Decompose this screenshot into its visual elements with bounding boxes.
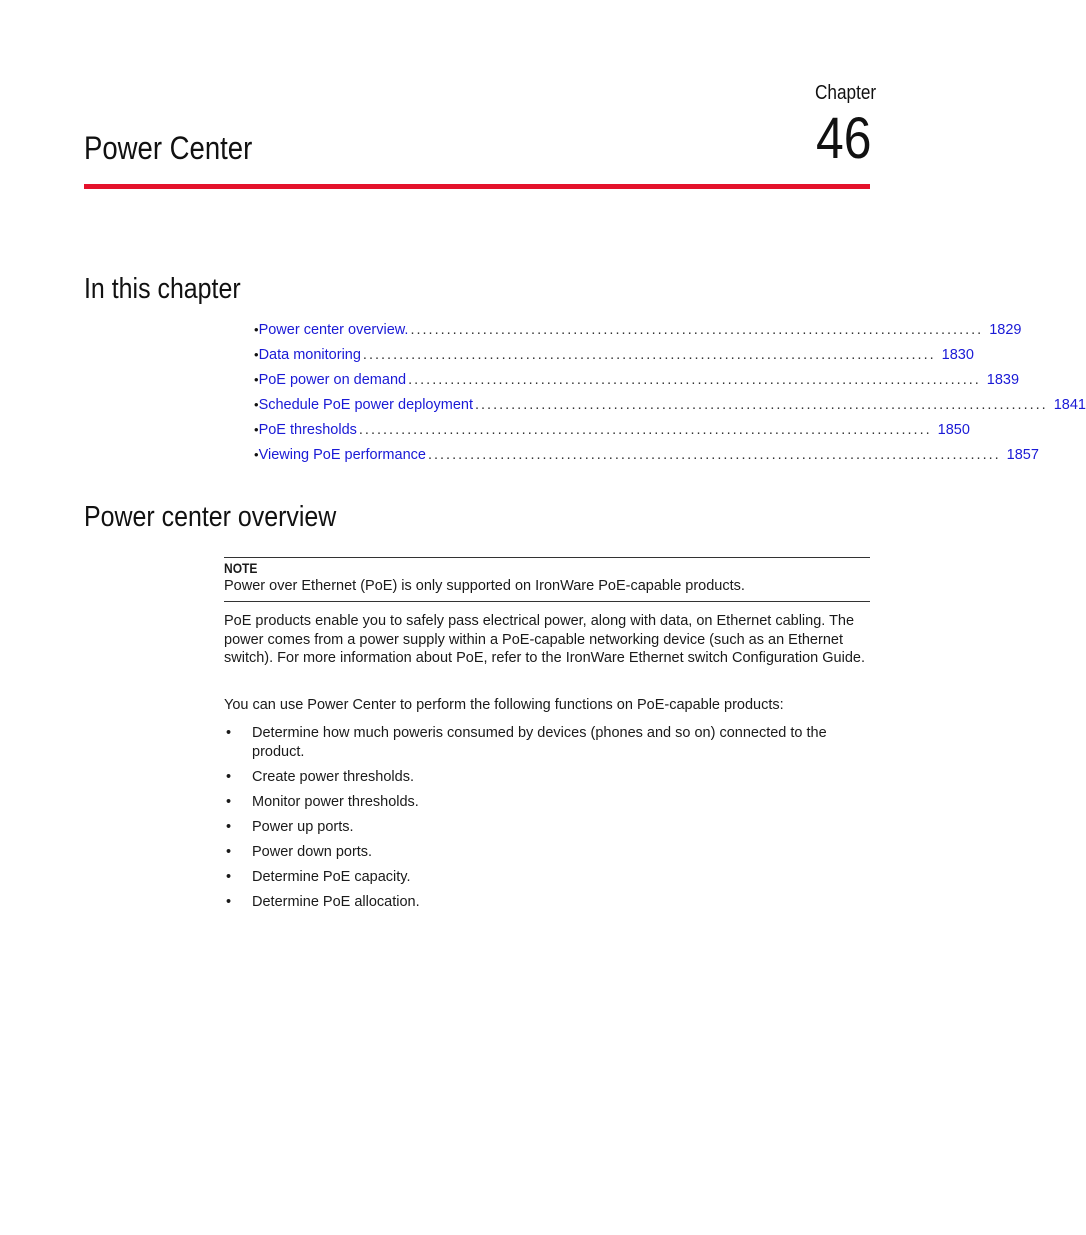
list-item xyxy=(224,843,870,862)
dot-leader: ............................................................................................... xyxy=(362,347,936,363)
toc-entry[interactable] xyxy=(254,397,1086,422)
bullet-icon: • xyxy=(254,447,259,462)
toc-page-number[interactable]: 1829 xyxy=(989,322,1022,338)
toc-page-number[interactable]: 1857 xyxy=(1006,447,1039,463)
list-item xyxy=(224,868,870,887)
list-item xyxy=(224,793,870,812)
toc-link[interactable]: Viewing PoE performance xyxy=(258,447,426,463)
toc-link[interactable]: Schedule PoE power deployment xyxy=(258,397,473,413)
chapter-label: Chapter xyxy=(814,82,876,104)
power-center-overview-heading: Power center overview xyxy=(84,501,337,533)
note-text: Power over Ethernet (PoE) is only supported on IronWare PoE-capable products. xyxy=(224,578,745,594)
toc-link[interactable]: PoE thresholds xyxy=(258,422,357,438)
toc-entry[interactable] xyxy=(254,372,1020,397)
chapter-number: 46 xyxy=(816,106,872,171)
bullet-icon: • xyxy=(254,372,259,387)
bullet-icon: • xyxy=(226,868,232,885)
chapter-toc xyxy=(254,322,1086,472)
bullet-icon: • xyxy=(254,422,259,437)
dot-leader: ............................................................................................... xyxy=(408,372,981,388)
list-item-text: Create power thresholds. xyxy=(252,768,414,785)
chapter-title-rule xyxy=(84,184,870,189)
body-paragraph: PoE products enable you to safely pass electrical power, along with data, on Ethernet cabling. The power comes from a power supply within a PoE-capable networking device (such as an Ethernet switch). For more information about PoE, refer to the IronWare Ethernet switch Configuration Guide. xyxy=(224,613,865,666)
toc-page-number[interactable]: 1850 xyxy=(937,422,970,438)
list-item-text: Determine PoE allocation. xyxy=(252,893,420,910)
in-this-chapter-heading: In this chapter xyxy=(84,273,241,305)
list-item xyxy=(224,818,870,837)
bullet-icon: • xyxy=(226,818,232,835)
bullet-icon: • xyxy=(226,843,232,860)
list-item xyxy=(224,768,870,787)
toc-link[interactable]: Power center overview. xyxy=(258,322,409,338)
dot-leader: ............................................................................................... xyxy=(427,447,1001,463)
toc-entry[interactable] xyxy=(254,347,974,372)
toc-entry[interactable] xyxy=(254,322,1022,347)
function-list xyxy=(224,724,870,918)
bullet-icon: • xyxy=(226,793,232,810)
bullet-icon: • xyxy=(254,347,259,362)
bullet-icon: • xyxy=(254,397,259,412)
list-item-text: Power up ports. xyxy=(252,818,354,835)
bullet-icon: • xyxy=(226,768,232,785)
toc-entry[interactable] xyxy=(254,422,970,447)
list-item-text: Power down ports. xyxy=(252,843,373,860)
toc-page-number[interactable]: 1841 xyxy=(1053,397,1086,413)
bullet-icon: • xyxy=(226,725,232,741)
chapter-title: Power Center xyxy=(84,130,253,166)
bullet-icon: • xyxy=(254,322,259,337)
bullet-icon: • xyxy=(226,893,232,910)
note-top-rule xyxy=(224,557,870,558)
dot-leader: ............................................................................................... xyxy=(358,422,932,438)
list-item xyxy=(224,893,870,912)
toc-page-number[interactable]: 1839 xyxy=(986,372,1020,388)
list-item xyxy=(224,724,870,761)
list-item-text: Monitor power thresholds. xyxy=(252,793,419,810)
dot-leader: ............................................................................................... xyxy=(410,322,984,338)
toc-entry[interactable] xyxy=(254,447,1039,472)
list-item-text: Determine how much poweris consumed by devices (phones and so on) connected to the product. xyxy=(252,725,827,760)
toc-link[interactable]: PoE power on demand xyxy=(258,372,407,388)
list-item-text: Determine PoE capacity. xyxy=(252,868,411,885)
body-paragraph: You can use Power Center to perform the following functions on PoE-capable products: xyxy=(224,697,784,713)
dot-leader: ............................................................................................... xyxy=(474,397,1048,413)
toc-page-number[interactable]: 1830 xyxy=(941,347,974,363)
note-bottom-rule xyxy=(224,601,870,602)
note-label: NOTE xyxy=(224,560,258,576)
toc-link[interactable]: Data monitoring xyxy=(258,347,361,363)
